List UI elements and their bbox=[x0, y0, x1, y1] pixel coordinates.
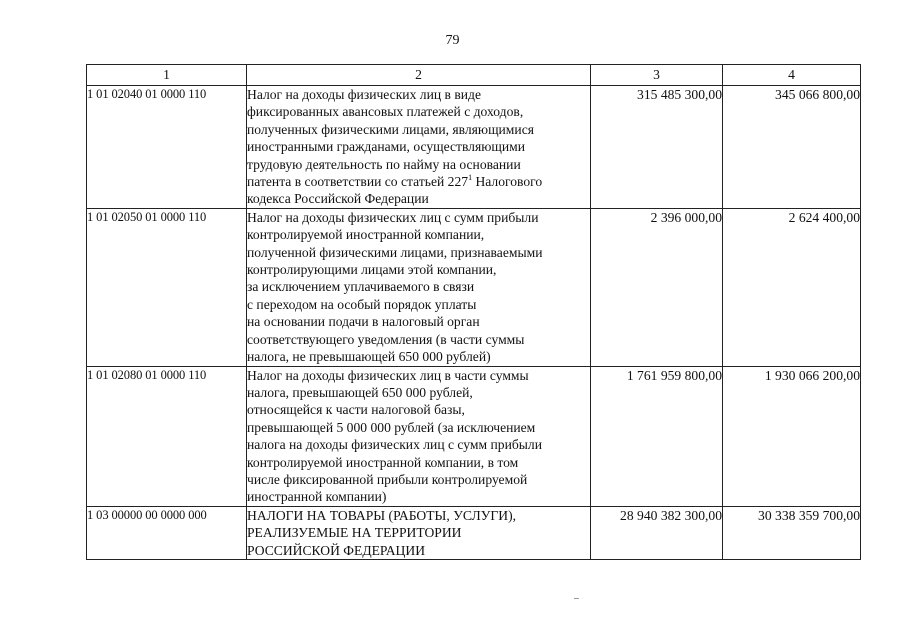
budget-code: 1 01 02050 01 0000 110 bbox=[87, 208, 247, 366]
header-row bbox=[87, 65, 861, 86]
name-line: относящейся к части налоговой базы, bbox=[247, 402, 465, 418]
amount-col-3: 315 485 300,00 bbox=[591, 86, 723, 209]
amount-col-3: 2 396 000,00 bbox=[591, 208, 723, 366]
income-name bbox=[247, 366, 591, 506]
table-row bbox=[87, 506, 861, 559]
amount-col-3: 28 940 382 300,00 bbox=[591, 506, 723, 559]
name-line: налога на доходы физических лиц с сумм прибыли bbox=[247, 437, 542, 453]
name-line: контролируемой иностранной компании, bbox=[247, 227, 485, 243]
budget-code: 1 01 02080 01 0000 110 bbox=[87, 366, 247, 506]
amount-col-4: 1 930 066 200,00 bbox=[723, 366, 861, 506]
name-line: РЕАЛИЗУЕМЫЕ НА ТЕРРИТОРИИ bbox=[247, 525, 462, 541]
header-col-2: 2 bbox=[247, 65, 591, 86]
name-line: на основании подачи в налоговый орган bbox=[247, 314, 480, 330]
name-line: фиксированных авансовых платежей с доходов, bbox=[247, 104, 524, 120]
budget-code: 1 03 00000 00 0000 000 bbox=[87, 506, 247, 559]
income-name bbox=[247, 208, 591, 366]
revenue-table bbox=[86, 64, 861, 560]
name-line: налога, не превышающей 650 000 рублей) bbox=[247, 349, 491, 365]
name-line: полученных физическими лицами, являющимися bbox=[247, 121, 534, 137]
name-line: Налог на доходы физических лиц в виде bbox=[247, 87, 481, 102]
name-line-tail: Налогового bbox=[472, 174, 543, 190]
amount-col-4: 345 066 800,00 bbox=[723, 86, 861, 209]
name-line: полученной физическими лицами, признаваемыми bbox=[247, 244, 543, 260]
name-line: соответствующего уведомления (в части суммы bbox=[247, 331, 525, 347]
table-row bbox=[87, 86, 861, 209]
name-line: налога, превышающей 650 000 рублей, bbox=[247, 384, 473, 400]
name-line: числе фиксированной прибыли контролируемой bbox=[247, 471, 528, 487]
name-line: Налог на доходы физических лиц с сумм прибыли bbox=[247, 209, 539, 225]
income-name bbox=[247, 506, 591, 559]
name-line: иностранными гражданами, осуществляющими bbox=[247, 139, 525, 155]
name-line: НАЛОГИ НА ТОВАРЫ (РАБОТЫ, УСЛУГИ), bbox=[247, 507, 517, 523]
page-number: 79 bbox=[445, 33, 460, 48]
table-row bbox=[87, 366, 861, 506]
amount-col-3: 1 761 959 800,00 bbox=[591, 366, 723, 506]
header-col-1: 1 bbox=[87, 65, 247, 86]
name-line: кодекса Российской Федерации bbox=[247, 191, 429, 207]
name-line bbox=[247, 173, 590, 190]
header-col-4: 4 bbox=[723, 65, 861, 86]
name-line: за исключением уплачиваемого в связи bbox=[247, 279, 475, 295]
name-line: РОССИЙСКОЙ ФЕДЕРАЦИИ bbox=[247, 542, 426, 558]
amount-col-4: 2 624 400,00 bbox=[723, 208, 861, 366]
budget-code: 1 01 02040 01 0000 110 bbox=[87, 86, 247, 209]
name-line: контролирующими лицами этой компании, bbox=[247, 262, 497, 278]
name-line: трудовую деятельность по найму на основании bbox=[247, 156, 521, 172]
name-line-text: патента в соответствии со статьей 227 bbox=[247, 174, 469, 190]
name-line: контролируемой иностранной компании, в том bbox=[247, 454, 519, 470]
name-line: превышающей 5 000 000 рублей (за исключением bbox=[247, 419, 536, 435]
amount-col-4: 30 338 359 700,00 bbox=[723, 506, 861, 559]
name-line: Налог на доходы физических лиц в части суммы bbox=[247, 367, 529, 383]
name-line: иностранной компании) bbox=[247, 489, 387, 505]
header-col-3: 3 bbox=[591, 65, 723, 86]
name-line: с переходом на особый порядок уплаты bbox=[247, 296, 477, 312]
scan-speck bbox=[574, 598, 579, 599]
income-name bbox=[247, 86, 591, 209]
table-row bbox=[87, 208, 861, 366]
article-superscript: 1 bbox=[468, 173, 473, 183]
